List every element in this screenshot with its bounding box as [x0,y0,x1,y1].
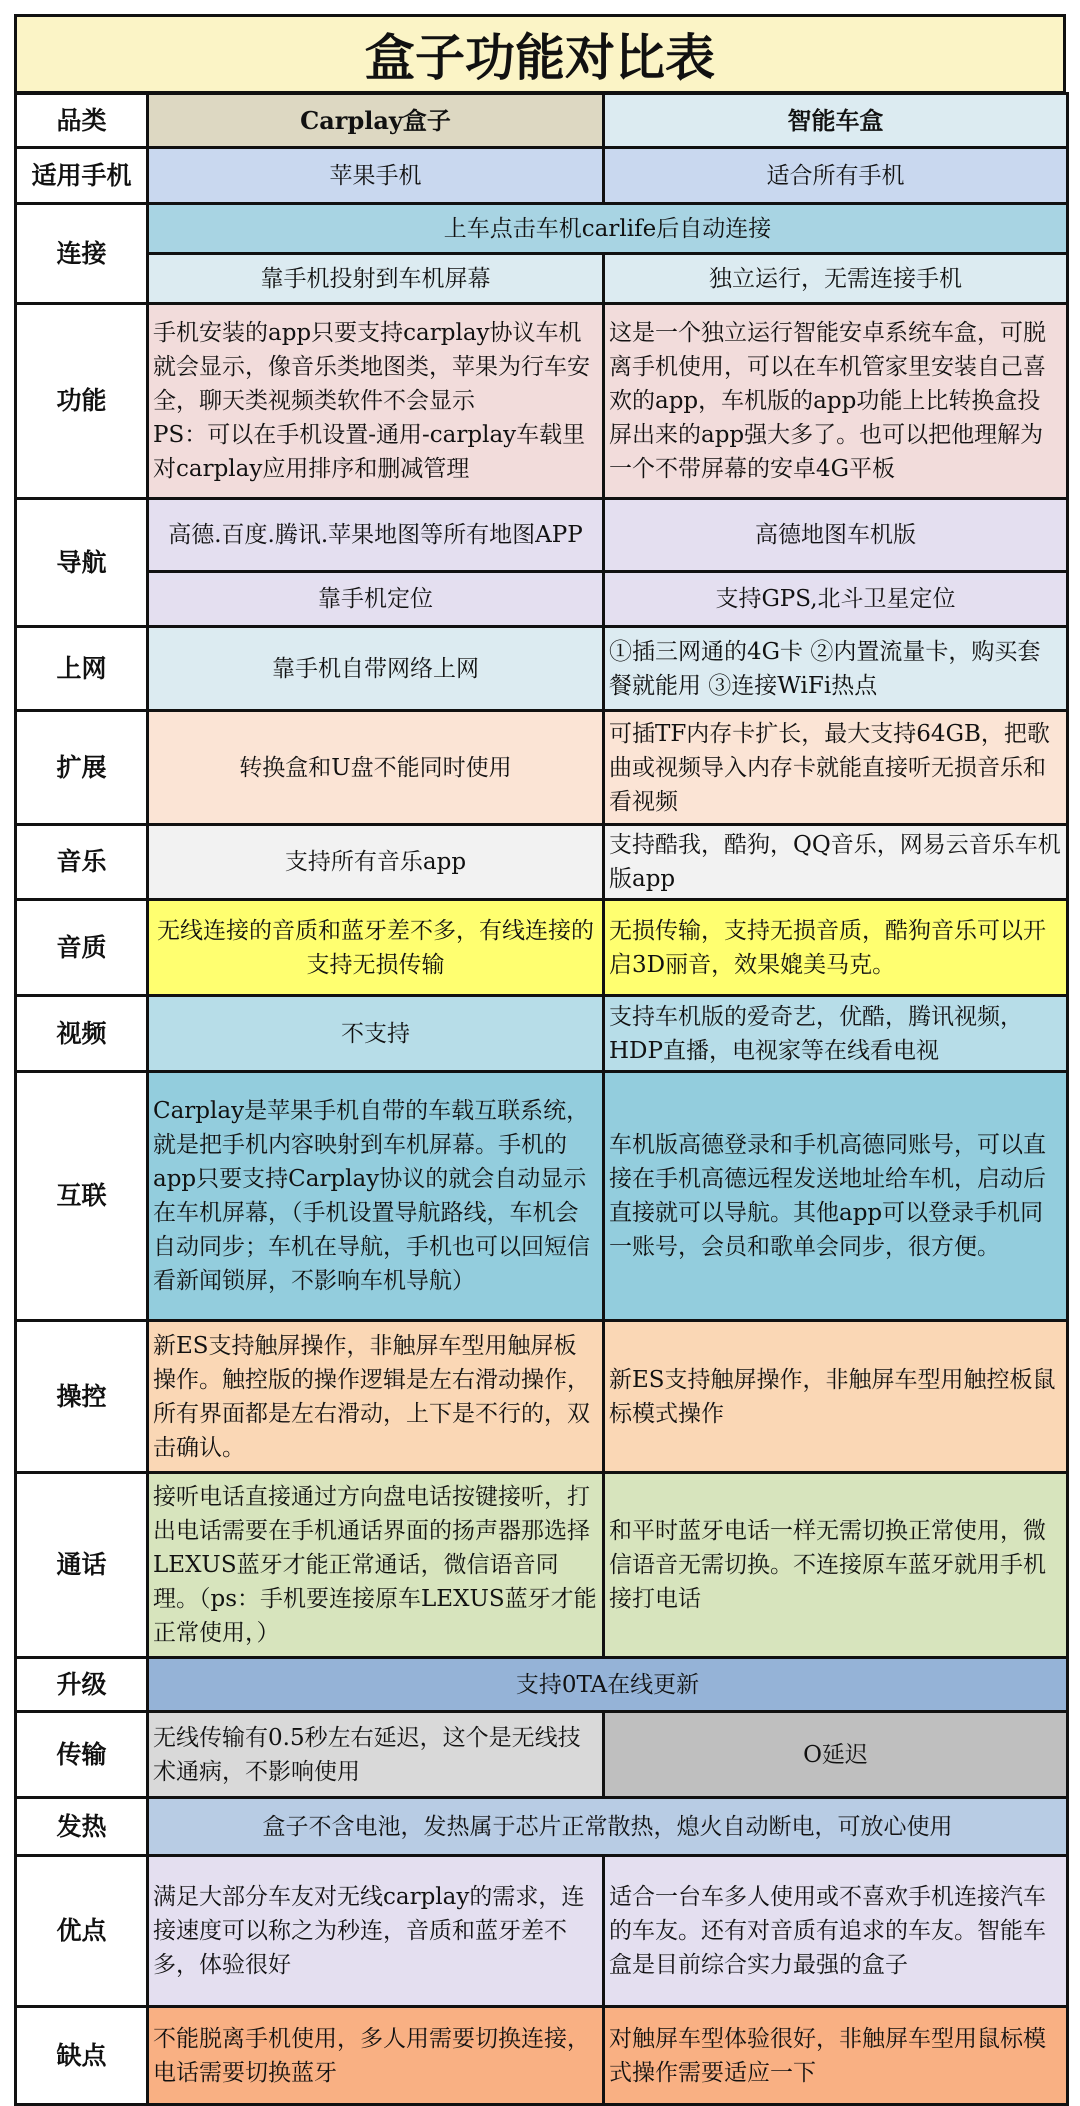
table-row [16,1072,1068,1321]
header-carplay-box: Carplay盒子 [148,94,604,148]
carplay-cell: 靠手机定位 [148,572,604,627]
carplay-cell: 接听电话直接通过方向盘电话按键接听，打出电话需要在手机通话界面的扬声器那选择LEXUS蓝牙才能正常通话，微信语音同理。（ps：手机要连接原车LEXUS蓝牙才能正常使用，） [148,1473,604,1658]
table-row [16,572,1068,627]
smart-cell: 适合一台车多人使用或不喜欢手机连接汽车的车友。还有对音质有追求的车友。智能车盒是目前综合实力最强的盒子 [604,1856,1068,2007]
smart-cell: 新ES支持触屏操作，非触屏车型用触控板鼠标模式操作 [604,1321,1068,1473]
carplay-cell: 手机安装的app只要支持carplay协议车机就会显示，像音乐类地图类，苹果为行车安全，聊天类视频类软件不会显示 PS：可以在手机设置-通用-carplay车载里对carplay应用排序和删减管理 [148,304,604,499]
table-row [16,204,1068,254]
smart-cell: 高德地图车机版 [604,499,1068,572]
shared-cell: 盒子不含电池，发热属于芯片正常散热，熄火自动断电，可放心使用 [148,1798,1068,1856]
row-label: 发热 [16,1798,148,1856]
table-row [16,825,1068,900]
carplay-cell: 靠手机投射到车机屏幕 [148,254,604,304]
row-label: 操控 [16,1321,148,1473]
table-row [16,2007,1068,2105]
carplay-cell: 无线连接的音质和蓝牙差不多，有线连接的支持无损传输 [148,900,604,996]
carplay-cell: 转换盒和U盘不能同时使用 [148,711,604,825]
carplay-cell: 苹果手机 [148,148,604,204]
table-row [16,254,1068,304]
row-label: 功能 [16,304,148,499]
smart-cell: 无损传输，支持无损音质，酷狗音乐可以开启3D丽音，效果媲美马克。 [604,900,1068,996]
header-smart-box: 智能车盒 [604,94,1068,148]
smart-cell: 车机版高德登录和手机高德同账号，可以直接在手机高德远程发送地址给车机，启动后直接就可以导航。其他app可以登录手机同一账号，会员和歌单会同步，很方便。 [604,1072,1068,1321]
carplay-cell: 满足大部分车友对无线carplay的需求，连接速度可以称之为秒连，音质和蓝牙差不多，体验很好 [148,1856,604,2007]
row-label: 适用手机 [16,148,148,204]
carplay-cell: 新ES支持触屏操作，非触屏车型用触屏板操作。触控版的操作逻辑是左右滑动操作，所有界面都是左右滑动，上下是不行的，双击确认。 [148,1321,604,1473]
carplay-cell: 不支持 [148,996,604,1072]
table-row [16,499,1068,572]
smart-cell: ①插三网通的4G卡 ②内置流量卡，购买套餐就能用 ③连接WiFi热点 [604,627,1068,711]
smart-cell: 独立运行，无需连接手机 [604,254,1068,304]
table-row [16,1712,1068,1798]
header-category: 品类 [16,94,148,148]
row-label: 音质 [16,900,148,996]
row-label: 优点 [16,1856,148,2007]
table-row [16,1321,1068,1473]
row-label: 升级 [16,1658,148,1712]
carplay-cell: 支持所有音乐app [148,825,604,900]
shared-cell: 支持0TA在线更新 [148,1658,1068,1712]
smart-cell: 支持车机版的爱奇艺，优酷，腾讯视频，HDP直播，电视家等在线看电视 [604,996,1068,1072]
carplay-cell: 不能脱离手机使用，多人用需要切换连接，电话需要切换蓝牙 [148,2007,604,2105]
row-label: 互联 [16,1072,148,1321]
carplay-cell: 高德.百度.腾讯.苹果地图等所有地图APP [148,499,604,572]
row-label: 扩展 [16,711,148,825]
smart-cell: 支持GPS,北斗卫星定位 [604,572,1068,627]
row-label: 音乐 [16,825,148,900]
row-label: 上网 [16,627,148,711]
table-header-row [16,94,1068,148]
smart-cell: O延迟 [604,1712,1068,1798]
carplay-cell: Carplay是苹果手机自带的车载互联系统，就是把手机内容映射到车机屏幕。手机的app只要支持Carplay协议的就会自动显示在车机屏幕，（手机设置导航路线，车机会自动同步；车机在导航，手机也可以回短信看新闻锁屏，不影响车机导航） [148,1072,604,1321]
shared-cell: 上车点击车机carlife后自动连接 [148,204,1068,254]
table-row [16,304,1068,499]
smart-cell: 支持酷我，酷狗，QQ音乐，网易云音乐车机版app [604,825,1068,900]
page-title: 盒子功能对比表 [14,14,1066,94]
table-row [16,627,1068,711]
table-row [16,1658,1068,1712]
row-label: 连接 [16,204,148,304]
table-row [16,1798,1068,1856]
smart-cell: 可插TF内存卡扩长，最大支持64GB，把歌曲或视频导入内存卡就能直接听无损音乐和看视频 [604,711,1068,825]
smart-cell: 对触屏车型体验很好，非触屏车型用鼠标模式操作需要适应一下 [604,2007,1068,2105]
table-row [16,900,1068,996]
row-label: 缺点 [16,2007,148,2105]
row-label: 导航 [16,499,148,627]
table-row [16,1473,1068,1658]
smart-cell: 适合所有手机 [604,148,1068,204]
carplay-cell: 靠手机自带网络上网 [148,627,604,711]
table-row [16,148,1068,204]
row-label: 通话 [16,1473,148,1658]
carplay-cell: 无线传输有0.5秒左右延迟，这个是无线技术通病，不影响使用 [148,1712,604,1798]
table-row [16,996,1068,1072]
row-label: 视频 [16,996,148,1072]
table-row [16,1856,1068,2007]
row-label: 传输 [16,1712,148,1798]
comparison-table [14,92,1069,2106]
smart-cell: 和平时蓝牙电话一样无需切换正常使用，微信语音无需切换。不连接原车蓝牙就用手机接打电话 [604,1473,1068,1658]
smart-cell: 这是一个独立运行智能安卓系统车盒，可脱离手机使用，可以在车机管家里安装自己喜欢的app，车机版的app功能上比转换盒投屏出来的app强大多了。也可以把他理解为一个不带屏幕的安卓4G平板 [604,304,1068,499]
table-row [16,711,1068,825]
